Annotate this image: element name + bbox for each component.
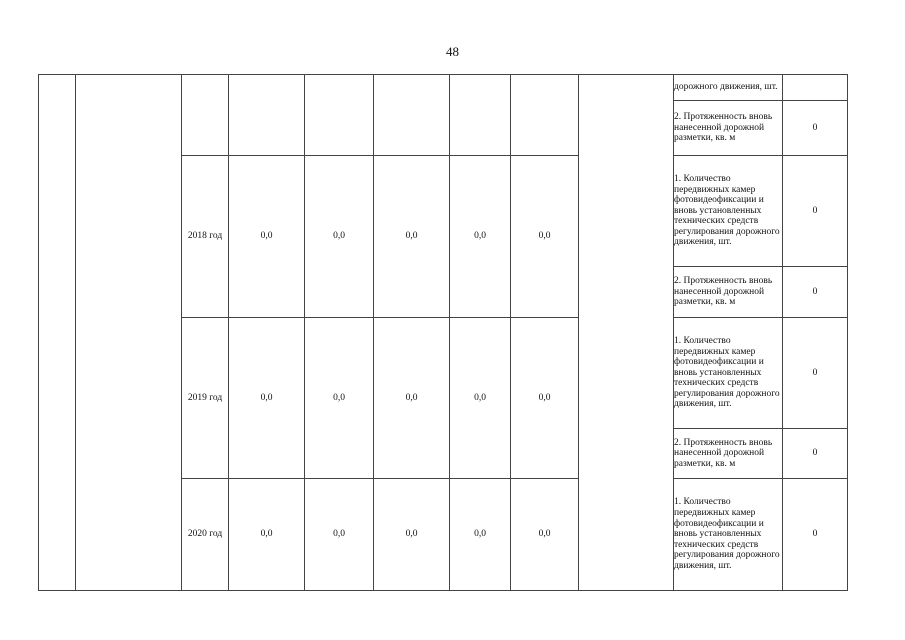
- value-cell: [229, 75, 305, 156]
- indicator-value: 0: [783, 101, 848, 156]
- year-cell: 2019 год: [182, 318, 229, 479]
- value-cell: 0,0: [374, 318, 450, 479]
- indicator-label: 1. Количество передвижных камер фотовидеофиксации и вновь установленных технических средств регулирования дорожного движения, шт.: [674, 479, 783, 591]
- year-cell: 2018 год: [182, 156, 229, 318]
- value-cell: 0,0: [305, 479, 374, 591]
- value-cell: [374, 75, 450, 156]
- indicator-label: 1. Количество передвижных камер фотовидеофиксации и вновь установленных технических средств регулирования дорожного движения, шт.: [674, 318, 783, 429]
- value-cell: 0,0: [511, 479, 579, 591]
- indicator-label: 2. Протяженность вновь нанесенной дорожной разметки, кв. м: [674, 267, 783, 318]
- year-cell: 2020 год: [182, 479, 229, 591]
- value-cell: 0,0: [305, 318, 374, 479]
- indicator-value: 0: [783, 156, 848, 267]
- indicator-label: дорожного движения, шт.: [674, 75, 783, 101]
- value-cell: 0,0: [450, 156, 511, 318]
- page-number: 48: [446, 44, 459, 59]
- value-cell: 0,0: [450, 318, 511, 479]
- indicator-value: 0: [783, 429, 848, 479]
- table-row: [39, 75, 848, 101]
- value-cell: 0,0: [511, 156, 579, 318]
- indicator-label: 2. Протяженность вновь нанесенной дорожной разметки, кв. м: [674, 101, 783, 156]
- empty-cell: [39, 75, 76, 591]
- value-cell: 0,0: [229, 156, 305, 318]
- indicator-value: [783, 75, 848, 101]
- value-cell: 0,0: [229, 479, 305, 591]
- value-cell: 0,0: [450, 479, 511, 591]
- value-cell: [450, 75, 511, 156]
- value-cell: 0,0: [374, 156, 450, 318]
- indicator-value: 0: [783, 267, 848, 318]
- value-cell: 0,0: [511, 318, 579, 479]
- indicator-value: 0: [783, 318, 848, 429]
- value-cell: 0,0: [374, 479, 450, 591]
- indicator-label: 1. Количество передвижных камер фотовидеофиксации и вновь установленных технических средств регулирования дорожного движения, шт.: [674, 156, 783, 267]
- indicator-value: 0: [783, 479, 848, 591]
- empty-cell: [579, 75, 674, 591]
- value-cell: [305, 75, 374, 156]
- value-cell: 0,0: [305, 156, 374, 318]
- empty-cell: [76, 75, 182, 591]
- value-cell: [511, 75, 579, 156]
- value-cell: 0,0: [229, 318, 305, 479]
- indicator-label: 2. Протяженность вновь нанесенной дорожной разметки, кв. м: [674, 429, 783, 479]
- program-table: [38, 74, 848, 591]
- year-cell: [182, 75, 229, 156]
